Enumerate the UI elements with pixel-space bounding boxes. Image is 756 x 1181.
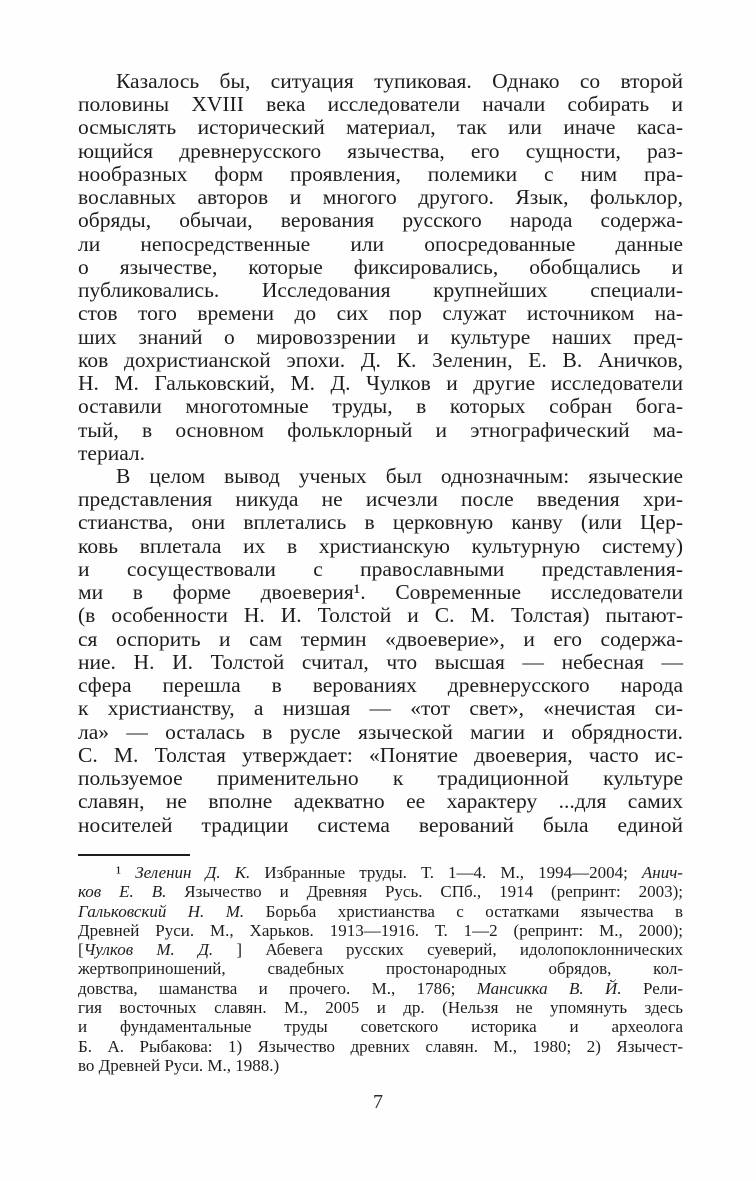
text-line: (в особенности Н. И. Толстой и С. М. Толстая) пытают- xyxy=(78,603,683,628)
text-line: ся оспорить и сам термин «двоеверие», и его содержа- xyxy=(78,626,683,651)
footnote-author-name: ков Е. В. xyxy=(78,882,167,902)
text-line: ковь вплетала их в христианскую культурную систему) xyxy=(78,533,683,558)
footnote-text: Древней Руси. М., Харьков. 1913—1916. Т. 1—2 (репринт: М., 2000); xyxy=(78,920,683,940)
text-line: стианства, они вплетались в церковную канву (или Цер- xyxy=(78,510,683,535)
text-line: пользуемое применительно к традиционной культуре xyxy=(78,766,683,791)
footnote-author-name: Мансикка В. Й. xyxy=(476,978,622,998)
paragraph xyxy=(78,465,683,837)
footnote-author-name: Зеленин Д. К. xyxy=(135,863,251,882)
footnote-text: Б. А. Рыбакова: 1) Язычество древних славян. М., 1980; 2) Язычест- xyxy=(78,1036,683,1056)
footnote-line xyxy=(78,863,683,882)
text-line: осмыслять исторический материал, так или иначе каса- xyxy=(78,115,683,140)
footnote-text: Язычество и Древняя Русь. СПб., 1914 (репринт: 2003); xyxy=(166,882,684,902)
text-line: носителей традиции система верований была единой xyxy=(78,812,683,837)
footnote-line xyxy=(78,1037,683,1056)
text-line: тый, в основном фольклорный и этнографический ма- xyxy=(78,417,683,442)
text-line: С. М. Толстая утверждает: «Понятие двоеверия, часто ис- xyxy=(78,742,683,767)
footnote-text: Рели- xyxy=(621,978,683,998)
text-line: о язычестве, которые фиксировались, обобщались и xyxy=(78,254,683,279)
footnote-author-name: Чулков М. Д. xyxy=(83,940,214,960)
footnote-block xyxy=(78,863,683,1075)
text-line: Казалось бы, ситуация тупиковая. Однако со второй xyxy=(116,69,683,93)
text-line: вославных авторов и многого другого. Язык, фольклор, xyxy=(78,185,683,210)
footnote-text: ] Абевега русских суеверий, идолопоклоннических xyxy=(213,940,683,960)
text-line: и сосуществовали с православными представления- xyxy=(78,556,683,581)
footnote-text: во Древней Руси. М., 1988.) xyxy=(78,1055,280,1075)
text-line: оставили многотомные труды, в которых собран бога- xyxy=(78,394,683,419)
footnote-author-name: Анич- xyxy=(641,863,683,882)
text-line: ми в форме двоеверия¹. Современные исследователи xyxy=(78,580,683,605)
text-line: нообразных форм проявления, полемики с ним пра- xyxy=(78,161,683,186)
main-text-block xyxy=(78,70,683,837)
text-line: Н. М. Гальковский, М. Д. Чулков и другие исследователи xyxy=(78,371,683,396)
footnote-line xyxy=(78,1056,683,1075)
paragraph xyxy=(78,70,683,465)
footnote-text: довства, шаманства и прочего. М., 1786; xyxy=(78,978,477,998)
footnote-text: и фундаментальные труды советского историка и археолога xyxy=(78,1017,683,1037)
text-line: ков дохристианской эпохи. Д. К. Зеленин, Е. В. Аничков, xyxy=(78,347,683,372)
footnote-line xyxy=(78,882,683,901)
text-line: ла» — осталась в русле языческой магии и обрядности. xyxy=(78,719,683,744)
text-line: В целом вывод ученых был однозначным: языческие xyxy=(116,463,683,488)
page-number: 7 xyxy=(373,1091,383,1113)
footnote-text: жертвоприношений, свадебных простонародных обрядов, кол- xyxy=(78,959,683,979)
text-line: ших знаний о мировоззрении и культуре наших пред- xyxy=(78,324,683,349)
footnote-line xyxy=(78,902,683,921)
text-line: териал. xyxy=(78,440,146,465)
footnote-line xyxy=(78,921,683,940)
text-line: публиковались. Исследования крупнейших специали- xyxy=(78,278,683,303)
text-line: ли непосредственные или опосредованные данные xyxy=(78,231,683,256)
footnote-line xyxy=(78,959,683,978)
text-line: половины XVIII века исследователи начали собирать и xyxy=(78,92,683,117)
text-line: сфера перешла в верованиях древнерусского народа xyxy=(78,673,683,698)
footnote-text: Борьба христианства с остатками язычества в xyxy=(244,901,683,921)
footnote-line xyxy=(78,979,683,998)
footnote-line xyxy=(78,940,683,959)
footnote-text: [ xyxy=(78,940,84,960)
text-line: к христианству, а низшая — «тот свет», «нечистая си- xyxy=(78,696,683,721)
text-line: представления никуда не исчезли после введения хри- xyxy=(78,487,683,512)
text-line: стов того времени до сих пор служат источником на- xyxy=(78,301,683,326)
footnote-line xyxy=(78,1017,683,1036)
text-line: ющийся древнерусского язычества, его сущности, раз- xyxy=(78,138,683,163)
footnote-separator-rule xyxy=(78,854,190,856)
text-line: славян, не вполне адекватно ее характеру ...для самих xyxy=(78,789,683,814)
footnote-text: Избранные труды. Т. 1—4. М., 1994—2004; xyxy=(250,863,642,882)
footnote-text: ¹ xyxy=(116,863,136,882)
footnote-line xyxy=(78,998,683,1017)
footnote-author-name: Гальковский Н. М. xyxy=(78,901,245,921)
text-line: обряды, обычаи, верования русского народа содержа- xyxy=(78,208,683,233)
text-line: ние. Н. И. Толстой считал, что высшая — небесная — xyxy=(78,649,683,674)
footnote-text: гия восточных славян. М., 2005 и др. (Нельзя не упомянуть здесь xyxy=(78,998,683,1018)
